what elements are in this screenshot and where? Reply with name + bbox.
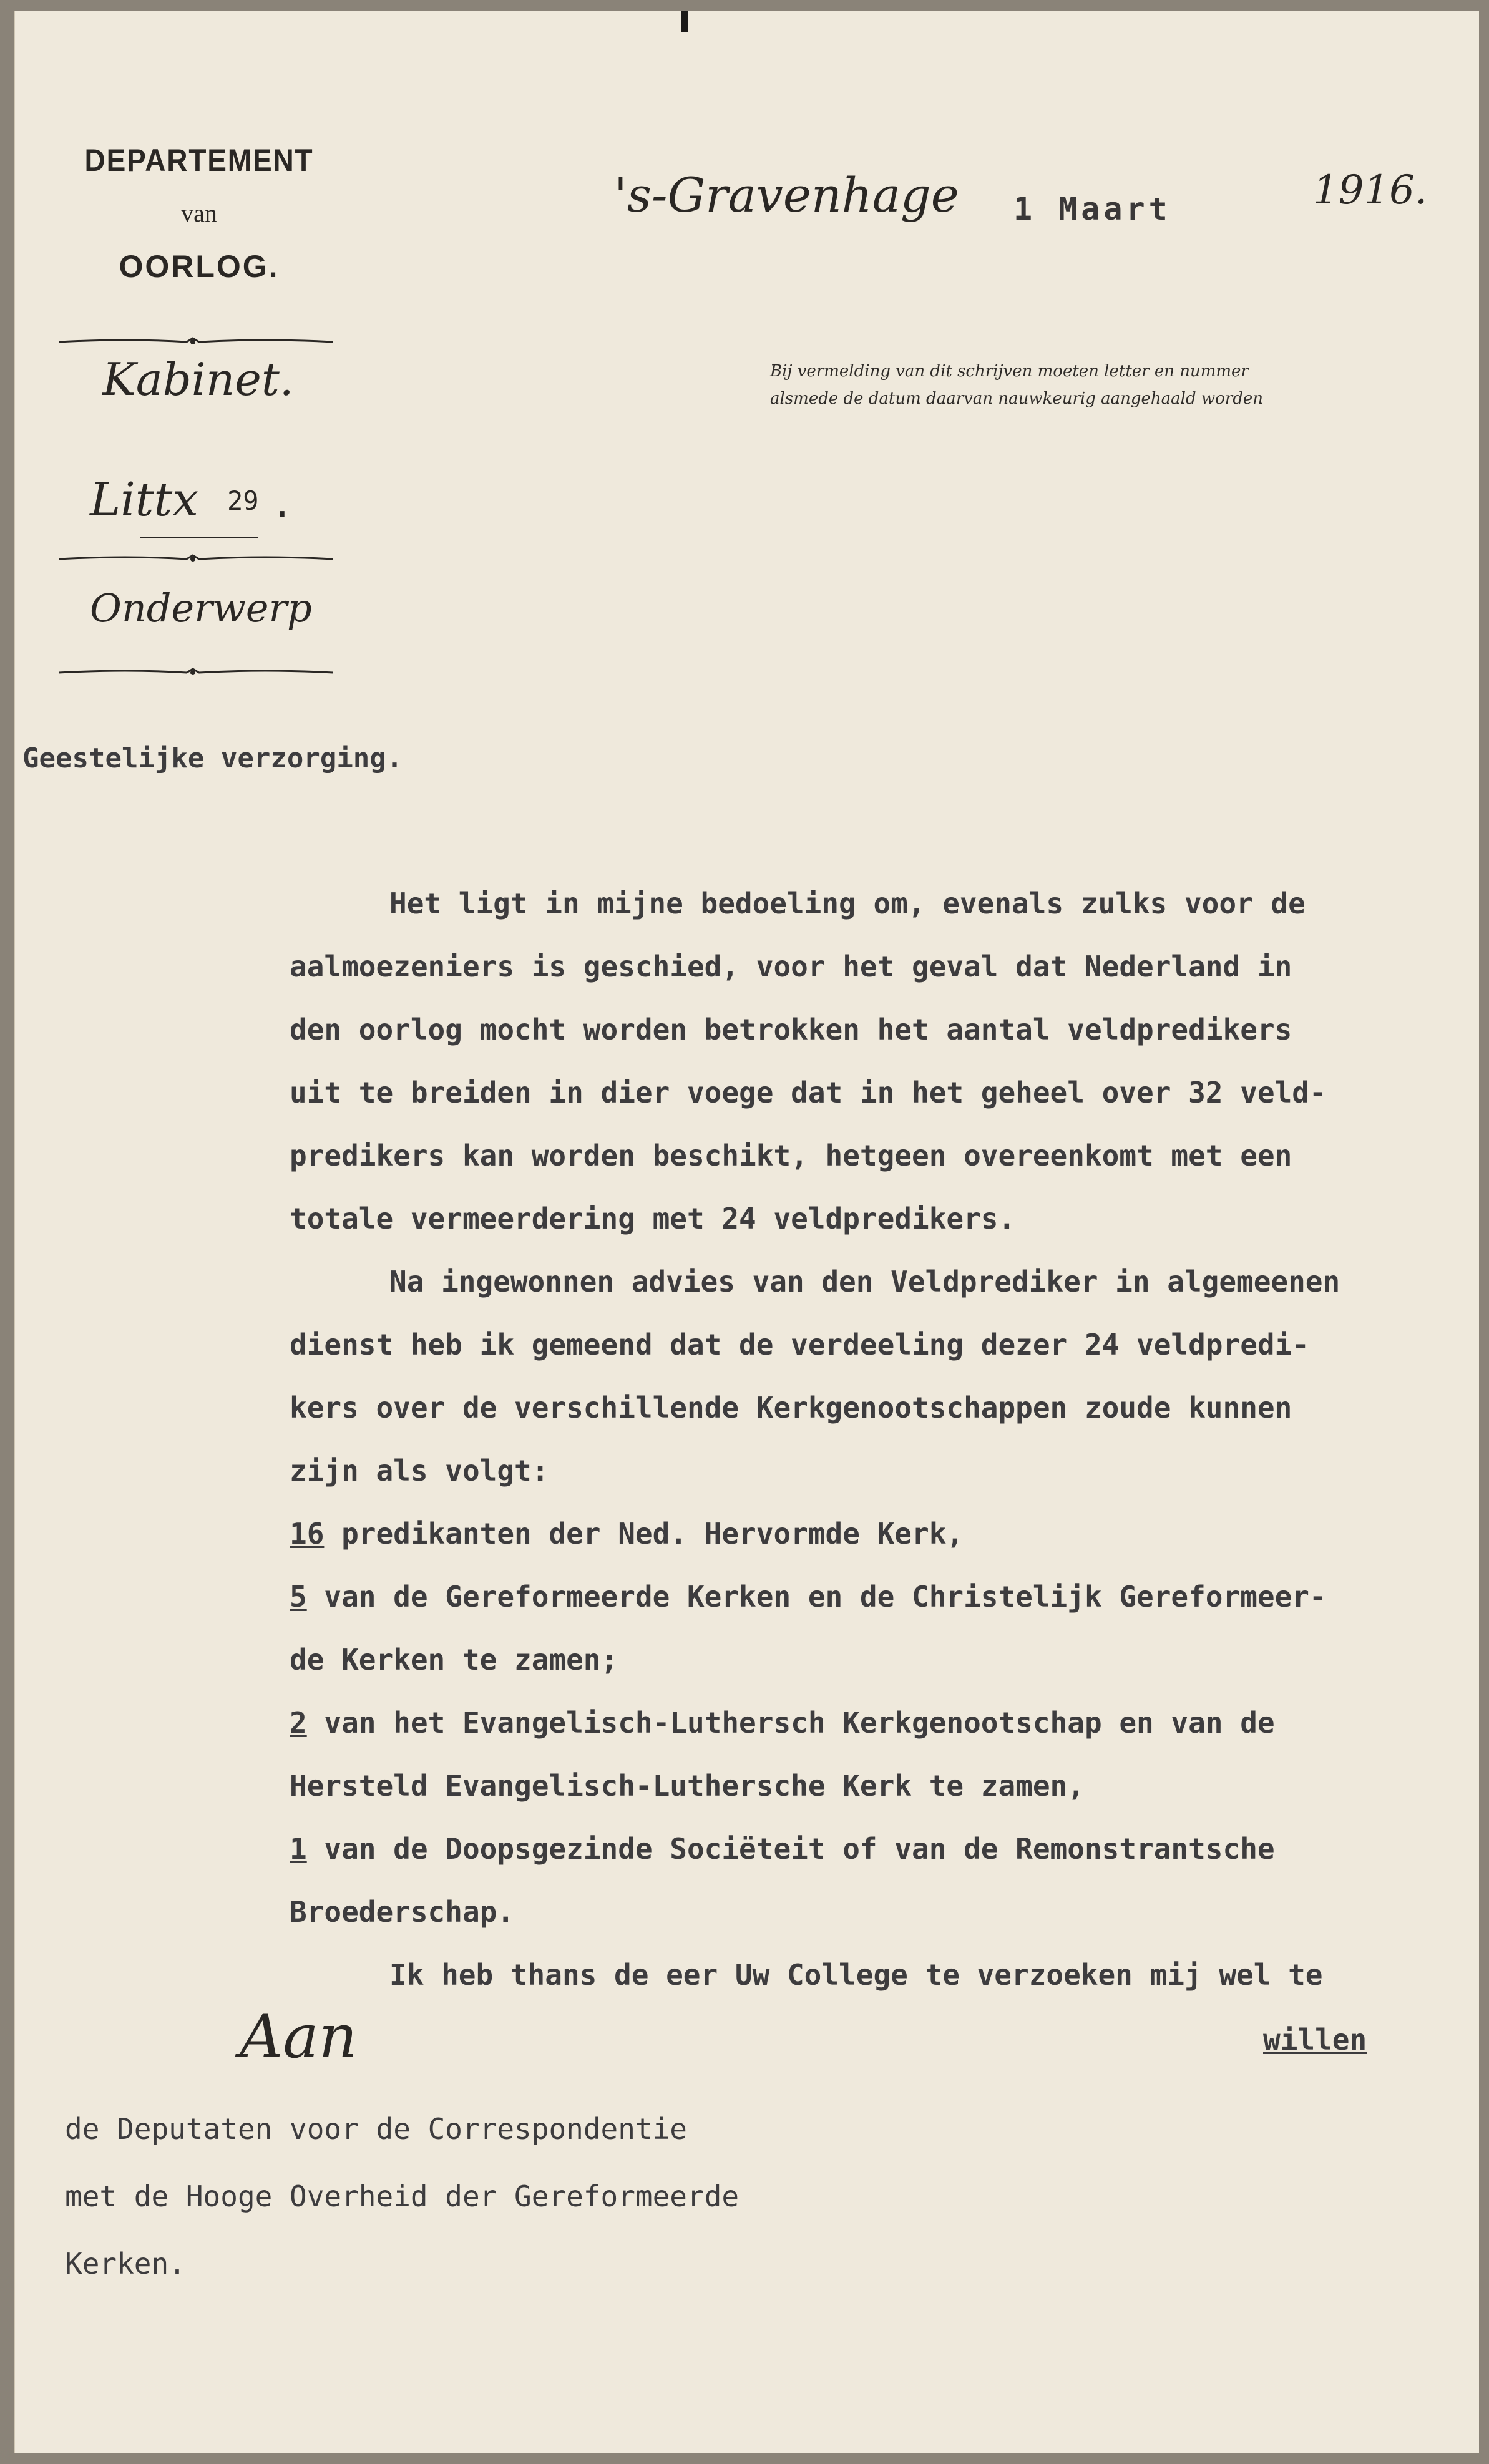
body-line: aalmoezeniers is geschied, voor het geval dat Nederland in <box>290 950 1292 983</box>
kabinet-label: Kabinet. <box>102 353 294 406</box>
littera-number: 29 <box>227 485 259 516</box>
aan-label: Aan <box>240 2002 358 2072</box>
list-text: van de Gereformeerde Kerken en de Christelijk Gereformeer- <box>306 1580 1327 1614</box>
body-line: predikers kan worden beschikt, hetgeen overeenkomt met een <box>290 1139 1292 1172</box>
addressee-line: met de Hooge Overheid der Gereformeerde <box>65 2179 740 2213</box>
body-line: Het ligt in mijne bedoeling om, evenals zulks voor de <box>389 887 1306 920</box>
list-number: 16 <box>290 1517 325 1551</box>
body-line: den oorlog mocht worden betrokken het aantal veldpredikers <box>290 1013 1292 1046</box>
body-line: dienst heb ik gemeend dat de verdeeling dezer 24 veldpredi- <box>290 1328 1309 1361</box>
list-text: van de Doopsgezinde Sociëteit of van de Remonstrantsche <box>306 1832 1275 1866</box>
ornament-divider <box>59 553 333 565</box>
body-line: Na ingewonnen advies van den Veldprediker in algemeenen <box>389 1265 1340 1298</box>
place-name: 's-Gravenhage <box>614 167 959 223</box>
department-oorlog: OORLOG. <box>119 249 280 284</box>
body-line: zijn als volgt: <box>290 1454 549 1488</box>
littera-label: Littx <box>90 473 199 527</box>
ornament-divider <box>59 336 333 348</box>
letter-sheet <box>14 11 1479 2453</box>
list-number: 5 <box>290 1580 307 1614</box>
body-line: kers over de verschillende Kerkgenootschappen zoude kunnen <box>290 1391 1292 1424</box>
closing-continuation: willen <box>1263 2023 1367 2057</box>
body-line: uit te breiden in dier voege dat in het geheel over 32 veld- <box>290 1076 1327 1109</box>
closing-line: Ik heb thans de eer Uw College te verzoeken mij wel te <box>389 1958 1323 1992</box>
littera-dot: . <box>271 482 294 526</box>
list-number: 2 <box>290 1706 307 1740</box>
subject-line: Geestelijke verzorging. <box>22 743 403 774</box>
body-line: totale vermeerdering met 24 veldpredikers. <box>290 1202 1016 1235</box>
addressee-block <box>65 2095 739 2297</box>
letter-date: 1 Maart <box>1013 191 1171 227</box>
addressee-line: de Deputaten voor de Correspondentie <box>65 2112 687 2146</box>
reference-notice <box>770 358 1344 412</box>
ornament-divider <box>59 666 333 679</box>
addressee-line: Kerken. <box>65 2247 186 2281</box>
list-text: van het Evangelisch-Luthersch Kerkgenootschap en van de <box>306 1706 1275 1740</box>
onderwerp-label: Onderwerp <box>90 585 312 631</box>
list-text: predikanten der Ned. Hervormde Kerk, <box>324 1517 964 1551</box>
list-item <box>290 1818 1340 1881</box>
list-item <box>290 1566 1340 1629</box>
list-continuation: Broederschap. <box>290 1895 515 1929</box>
list-item <box>290 1502 1340 1566</box>
list-continuation: Hersteld Evangelisch-Luthersche Kerk te zamen, <box>290 1769 1085 1803</box>
staple-mark <box>681 11 688 32</box>
department-van: van <box>181 199 217 227</box>
notice-line: Bij vermelding van dit schrijven moeten letter en nummer <box>770 362 1249 381</box>
list-item <box>290 1692 1340 1755</box>
list-number: 1 <box>290 1832 307 1866</box>
notice-line: alsmede de datum daarvan nauwkeurig aangehaald worden <box>770 389 1263 408</box>
list-continuation: de Kerken te zamen; <box>290 1643 618 1677</box>
letter-body <box>290 872 1340 2007</box>
letter-year: 1916. <box>1313 167 1428 213</box>
littera-underline <box>140 537 258 538</box>
department-title: DEPARTEMENT <box>84 143 314 178</box>
